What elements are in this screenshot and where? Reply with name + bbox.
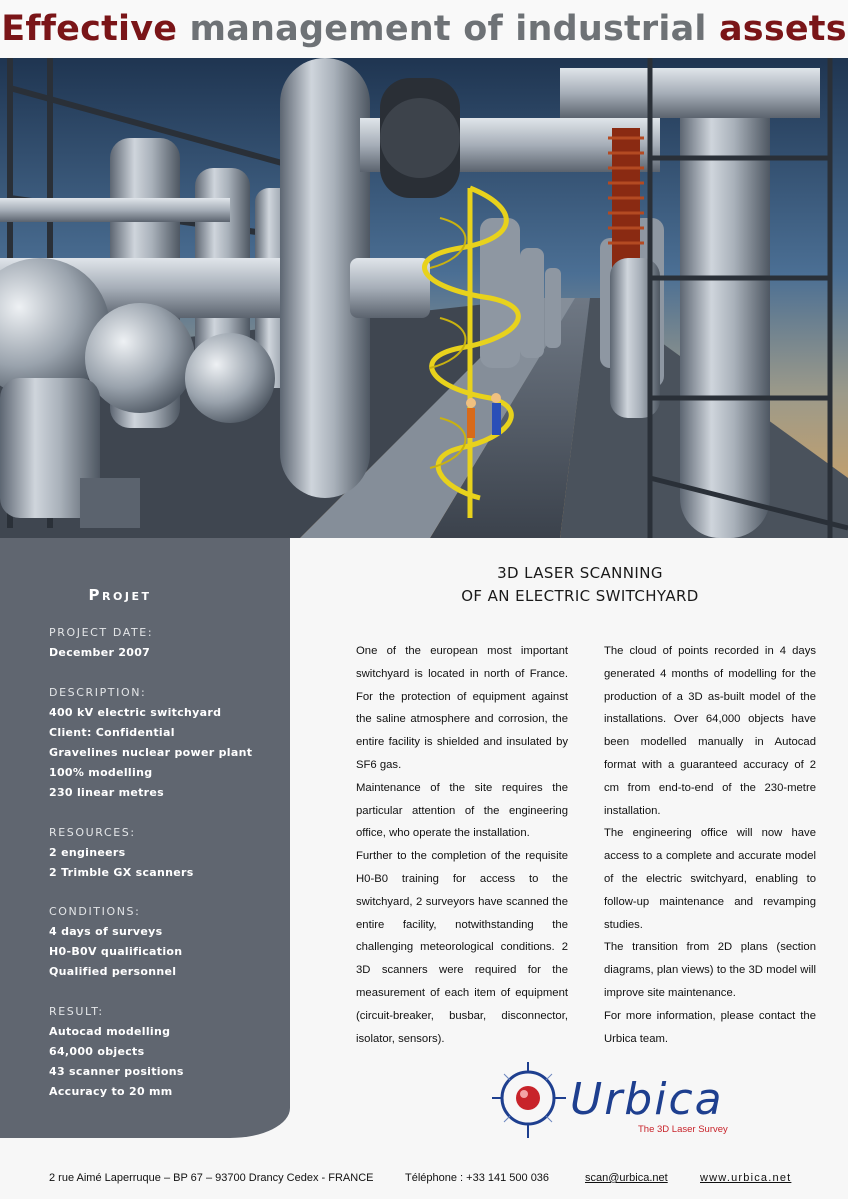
paragraph: Maintenance of the site requires the particular attention of the engineering office, who operate the installation. bbox=[356, 781, 568, 840]
footer-website-link[interactable]: www.urbica.net bbox=[700, 1172, 792, 1184]
section-label: RESULT: bbox=[49, 1005, 104, 1018]
section-item: 64,000 objects bbox=[49, 1045, 145, 1058]
section-label: PROJECT DATE: bbox=[49, 626, 154, 639]
switchyard-illustration bbox=[0, 58, 848, 538]
article-column-right bbox=[604, 640, 816, 1050]
title-part-assets: assets bbox=[718, 9, 847, 49]
urbica-logo-graphic bbox=[484, 1058, 774, 1144]
section-resources bbox=[49, 823, 194, 883]
article-column-left bbox=[356, 640, 568, 1050]
section-item: 2 engineers bbox=[49, 846, 126, 859]
section-conditions bbox=[49, 902, 182, 982]
section-item: Accuracy to 20 mm bbox=[49, 1085, 173, 1098]
article-title-line-1: 3D LASER SCANNING bbox=[497, 564, 663, 582]
section-item: 100% modelling bbox=[49, 766, 153, 779]
section-label: CONDITIONS: bbox=[49, 905, 141, 918]
section-item: 4 days of surveys bbox=[49, 925, 163, 938]
section-description bbox=[49, 683, 252, 803]
footer-address: 2 rue Aimé Laperruque – BP 67 – 93700 Drancy Cedex - FRANCE bbox=[49, 1172, 374, 1184]
section-item: 2 Trimble GX scanners bbox=[49, 866, 194, 879]
section-result bbox=[49, 1002, 184, 1102]
logo-tagline: The 3D Laser Survey bbox=[638, 1124, 728, 1135]
title-part-management: management of industrial bbox=[189, 9, 707, 49]
paragraph: One of the european most important switchyard is located in north of France. For the protection of equipment against the saline atmosphere and corrosion, the entire facility is shielded and insulated by SF6 gas. bbox=[356, 645, 568, 771]
page-header bbox=[0, 0, 848, 58]
section-item: 400 kV electric switchyard bbox=[49, 706, 222, 719]
switchyard-3d-render bbox=[0, 58, 848, 538]
article-title bbox=[400, 562, 760, 608]
section-item: 43 scanner positions bbox=[49, 1065, 184, 1078]
section-item: Qualified personnel bbox=[49, 965, 177, 978]
urbica-logo bbox=[484, 1058, 774, 1144]
paragraph: The transition from 2D plans (section diagrams, plan views) to the 3D model will improve site maintenance. bbox=[604, 941, 816, 999]
project-sidebar bbox=[0, 538, 290, 1138]
article-title-line-2: OF AN ELECTRIC SWITCHYARD bbox=[461, 587, 699, 605]
section-item: Autocad modelling bbox=[49, 1025, 171, 1038]
paragraph: The engineering office will now have access to a complete and accurate model of the electric switchyard, enabling to follow-up maintenance and revamping studies. bbox=[604, 827, 816, 931]
section-item: 230 linear metres bbox=[49, 786, 165, 799]
section-item: December 2007 bbox=[49, 646, 151, 659]
paragraph: The cloud of points recorded in 4 days generated 4 months of modelling for the production of a 3D as-built model of the installations. Over 64,000 objects have been modelled manually in Autocad format with a guaranteed accuracy of 2 cm from end-to-end of the 230-metre installation. bbox=[604, 645, 816, 817]
paragraph: Further to the completion of the requisite H0-B0 training for access to the switchyard, 2 surveyors have scanned the entire facility, notwithstanding the challenging meteorological conditions. 2 3D scanners were required for the measurement of each item of equipment (circuit-breaker, busbar, disconnector, isolator, sensors). bbox=[356, 850, 568, 1045]
page-footer bbox=[0, 1168, 848, 1192]
section-label: RESOURCES: bbox=[49, 826, 136, 839]
section-item: H0-B0V qualification bbox=[49, 945, 183, 958]
logo-wordmark: Urbica bbox=[570, 1074, 724, 1125]
footer-email-link[interactable]: scan@urbica.net bbox=[585, 1172, 668, 1184]
sidebar-heading: Projet bbox=[88, 586, 152, 604]
footer-phone: Téléphone : +33 141 500 036 bbox=[405, 1172, 550, 1184]
section-label: DESCRIPTION: bbox=[49, 686, 147, 699]
section-item: Gravelines nuclear power plant bbox=[49, 746, 253, 759]
page-title bbox=[1, 9, 847, 49]
paragraph: For more information, please contact the Urbica team. bbox=[604, 1009, 816, 1045]
section-item: Client: Confidential bbox=[49, 726, 175, 739]
title-part-effective: Effective bbox=[1, 9, 178, 49]
section-project-date bbox=[49, 623, 153, 663]
